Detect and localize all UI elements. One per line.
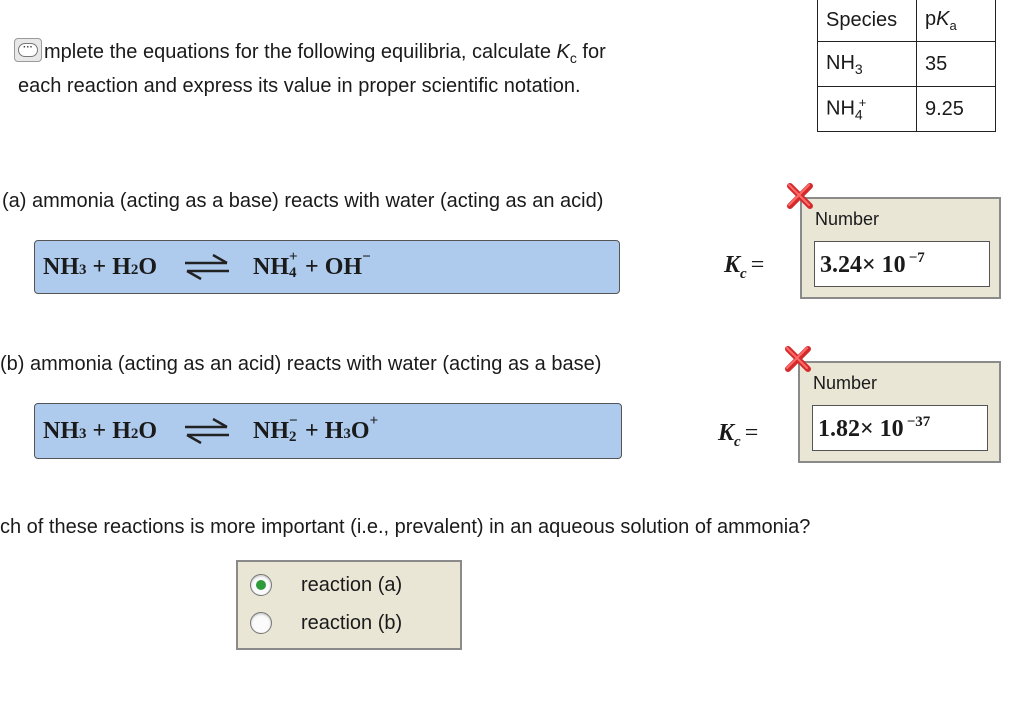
pka-table	[817, 0, 996, 132]
species-header: Species	[818, 0, 917, 42]
pka-header: $pK_a$	[917, 0, 996, 42]
table-row	[818, 87, 996, 132]
equation-a[interactable]: NH $_3$ + H $_2$ O NH + 4 + OH −	[34, 240, 620, 294]
kc-label-a: $K_c$ =	[724, 252, 765, 282]
table-row	[818, 42, 996, 87]
reaction-choice-panel	[236, 560, 462, 650]
kc-answer-input-b[interactable]: 1.82× 10 $^{-37}$	[812, 405, 988, 451]
kc-answer-input-a[interactable]: 3.24× 10 $^{-7}$	[814, 241, 990, 287]
incorrect-x-icon	[785, 181, 815, 211]
number-panel-a	[800, 197, 1001, 299]
instructions	[18, 38, 606, 100]
equilibrium-arrow-icon	[183, 254, 231, 280]
instructions-line2: each reaction and express its value in proper scientific notation.	[18, 75, 581, 97]
instructions-line1: mplete the equations for the following equilibria, calculate $K_c$ for	[44, 41, 606, 66]
option-label: reaction (a)	[301, 573, 403, 596]
equation-b[interactable]: NH $_3$ + H $_2$ O NH − 2 + H $_3$ O +	[34, 403, 622, 459]
option-reaction-b[interactable]	[250, 608, 402, 638]
question-a: (a) ammonia (acting as a base) reacts with water (acting as an acid)	[2, 190, 604, 212]
kc-label-b: $K_c$ =	[718, 420, 759, 450]
option-reaction-a[interactable]	[250, 570, 402, 600]
number-label: Number	[813, 373, 878, 393]
radio-button-selected[interactable]	[250, 574, 272, 596]
table-header-row	[818, 0, 996, 42]
question-b: (b) ammonia (acting as an acid) reacts with water (acting as a base)	[0, 353, 602, 375]
number-panel-b	[798, 361, 1001, 463]
incorrect-x-icon	[783, 344, 813, 374]
pka-cell: 35	[917, 42, 996, 87]
comment-icon[interactable]: ···	[14, 38, 42, 62]
option-label: reaction (b)	[301, 611, 403, 634]
species-cell: $NH_3$	[818, 42, 917, 87]
number-label: Number	[815, 209, 880, 229]
radio-button[interactable]	[250, 612, 272, 634]
equilibrium-arrow-icon	[183, 418, 231, 444]
pka-cell: 9.25	[917, 87, 996, 132]
species-cell: $NH_4^+$	[818, 87, 917, 132]
question-c: ch of these reactions is more important (i.e., prevalent) in an aqueous solution of ammonia?	[0, 516, 811, 538]
